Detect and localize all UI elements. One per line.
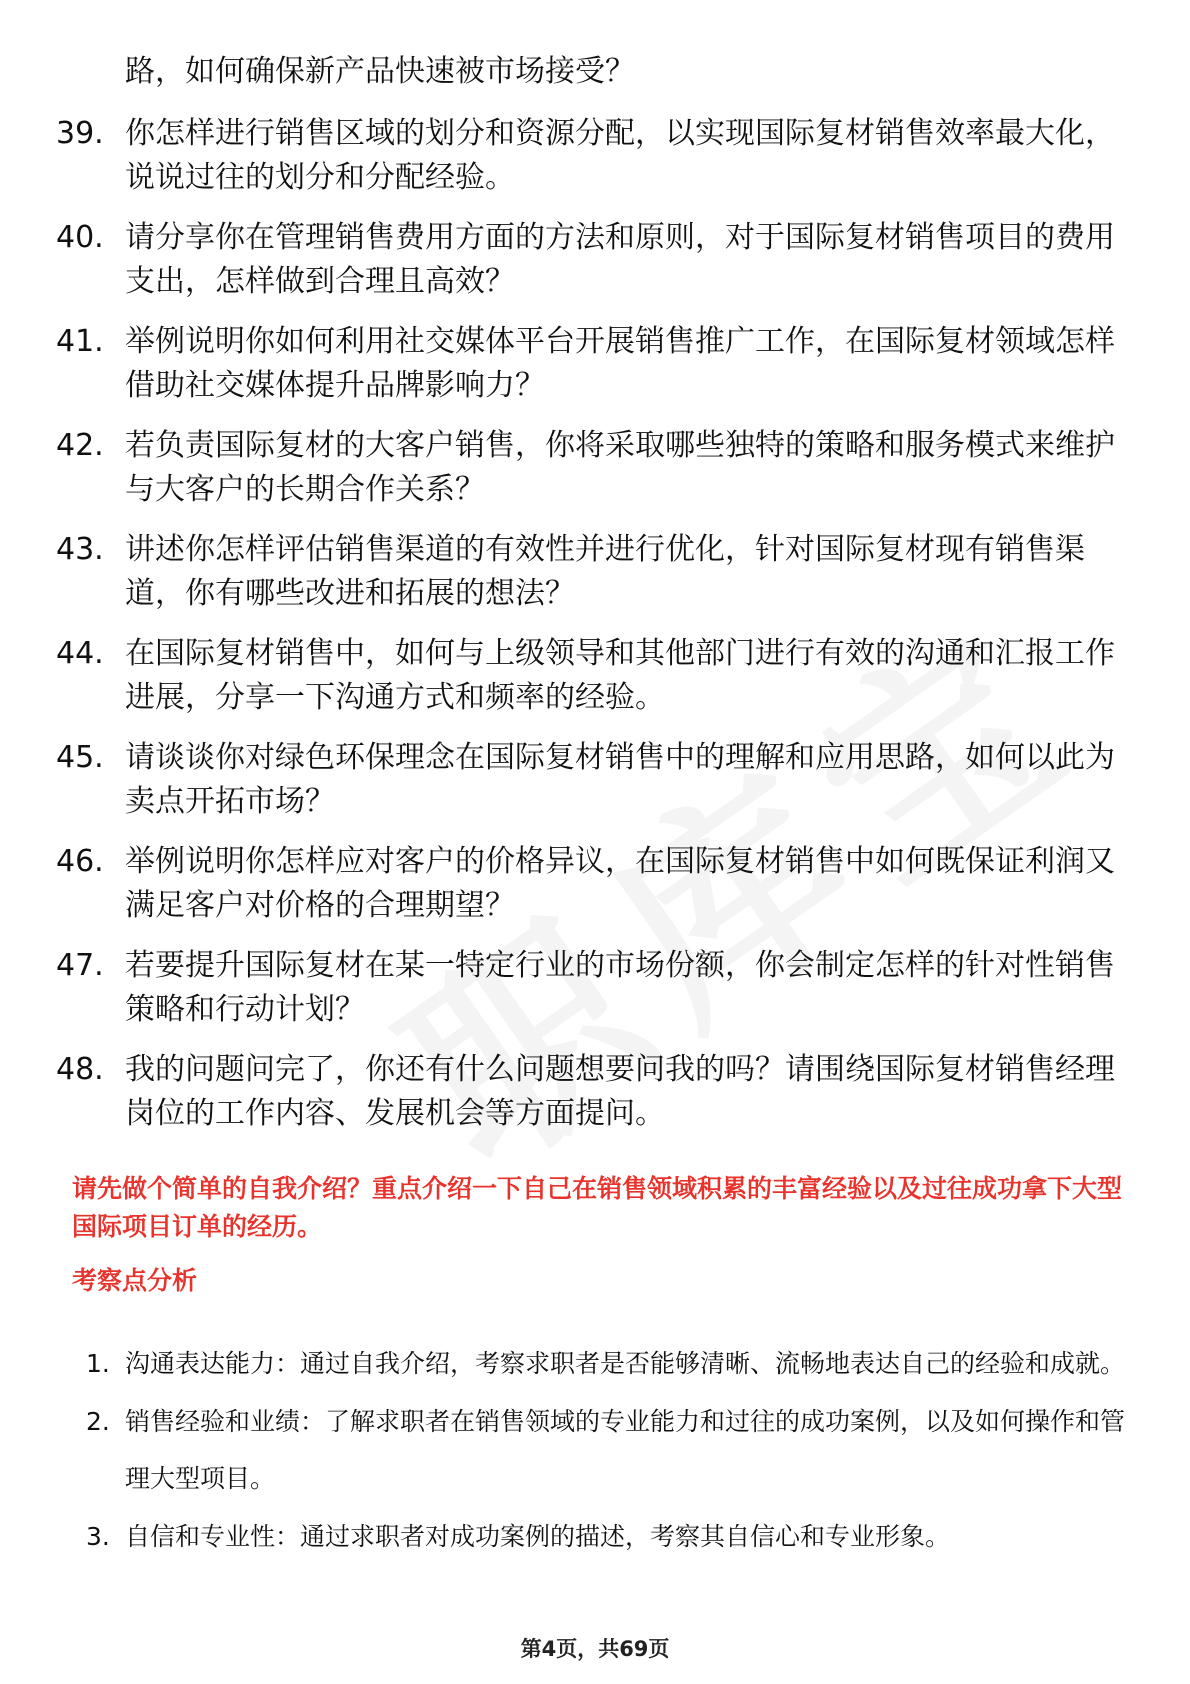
question-text: 请分享你在管理销售费用方面的方法和原则，对于国际复材销售项目的费用支出，怎样做到合理且高效？ — [125, 220, 1115, 299]
highlighted-question: 请先做个简单的自我介绍？重点介绍一下自己在销售领域积累的丰富经验以及过往成功拿下大型国际项目订单的经历。 — [72, 1174, 1123, 1241]
page-footer: 第4页，共69页 — [520, 1637, 670, 1661]
question-number: 44. — [56, 636, 104, 671]
question-item — [56, 216, 1136, 320]
question-number: 45. — [56, 740, 104, 775]
question-item — [56, 944, 1136, 1048]
question-number: 41. — [56, 324, 104, 359]
analysis-number: 1. — [86, 1349, 110, 1378]
question-item — [56, 424, 1136, 528]
question-number: 39. — [56, 116, 104, 151]
question-text: 举例说明你如何利用社交媒体平台开展销售推广工作，在国际复材领域怎样借助社交媒体提升品牌影响力？ — [125, 324, 1115, 403]
analysis-list — [72, 1335, 1132, 1566]
question-number: 48. — [56, 1052, 104, 1087]
question-list — [56, 112, 1136, 1152]
question-item — [56, 840, 1136, 944]
question-text: 若要提升国际复材在某一特定行业的市场份额，你会制定怎样的针对性销售策略和行动计划？ — [125, 948, 1115, 1027]
question-item — [56, 736, 1136, 840]
question-item — [56, 528, 1136, 632]
question-item — [56, 1048, 1136, 1152]
question-text: 举例说明你怎样应对客户的价格异议，在国际复材销售中如何既保证利润又满足客户对价格的合理期望？ — [125, 844, 1115, 923]
analysis-item — [72, 1508, 1132, 1565]
continued-question-text: 路，如何确保新产品快速被市场接受？ — [125, 54, 635, 89]
question-item — [56, 632, 1136, 736]
question-number: 46. — [56, 844, 104, 879]
question-item — [56, 320, 1136, 424]
question-text: 我的问题问完了，你还有什么问题想要问我的吗？请围绕国际复材销售经理岗位的工作内容、发展机会等方面提问。 — [125, 1052, 1115, 1131]
question-text: 请谈谈你对绿色环保理念在国际复材销售中的理解和应用思路，如何以此为卖点开拓市场？ — [125, 740, 1115, 819]
analysis-text: 自信和专业性：通过求职者对成功案例的描述，考察其自信心和专业形象。 — [125, 1522, 951, 1551]
analysis-number: 3. — [86, 1522, 110, 1551]
analysis-heading: 考察点分析 — [72, 1266, 198, 1295]
question-text: 讲述你怎样评估销售渠道的有效性并进行优化，针对国际复材现有销售渠道，你有哪些改进和拓展的想法？ — [125, 532, 1085, 611]
question-number: 43. — [56, 532, 104, 567]
question-number: 47. — [56, 948, 104, 983]
question-number: 42. — [56, 428, 104, 463]
analysis-text: 沟通表达能力：通过自我介绍，考察求职者是否能够清晰、流畅地表达自己的经验和成就。 — [125, 1349, 1126, 1378]
analysis-item — [72, 1335, 1132, 1392]
question-number: 40. — [56, 220, 104, 255]
analysis-item — [72, 1393, 1132, 1507]
question-text: 在国际复材销售中，如何与上级领导和其他部门进行有效的沟通和汇报工作进展，分享一下沟通方式和频率的经验。 — [125, 636, 1115, 715]
analysis-text: 销售经验和业绩：了解求职者在销售领域的专业能力和过往的成功案例，以及如何操作和管理大型项目。 — [125, 1407, 1126, 1493]
question-text: 你怎样进行销售区域的划分和资源分配，以实现国际复材销售效率最大化，说说过往的划分和分配经验。 — [125, 116, 1115, 195]
question-text: 若负责国际复材的大客户销售，你将采取哪些独特的策略和服务模式来维护与大客户的长期合作关系？ — [125, 428, 1115, 507]
analysis-number: 2. — [86, 1407, 110, 1436]
question-item — [56, 112, 1136, 216]
